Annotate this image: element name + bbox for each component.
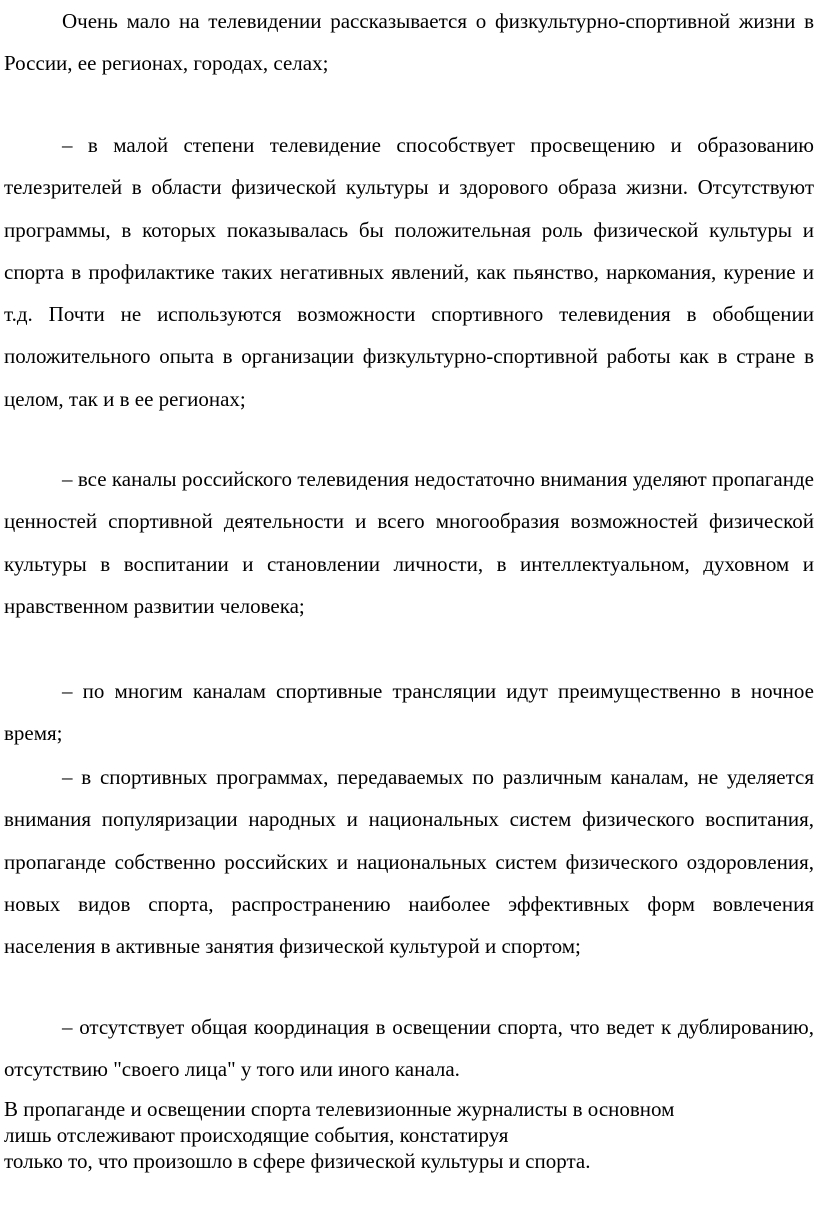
closing-paragraph — [4, 1096, 804, 1174]
closing-line: только то, что произошло в сфере физической культуры и спорта. — [4, 1149, 591, 1173]
paragraph-night-broadcasts: – по многим каналам спортивные трансляции идут преимущественно в ночное время; — [4, 679, 814, 746]
closing-line: лишь отслеживают происходящие события, констатируя — [4, 1123, 509, 1147]
paragraph-coordination: – отсутствует общая координация в освещении спорта, что ведет к дублированию, отсутствию "своего лица" у того или иного канала. — [4, 1015, 814, 1082]
paragraph-education: – в малой степени телевидение способствует просвещению и образованию телезрителей в области физической культуры и здорового образа жизни. Отсутствуют программы, в которых показывалась бы положительная роль физической культуры и спорта в профилактике таких негативных явлений, как пьянство, наркомания, курение и т.д. Почти не используются возможности спортивного телевидения в обобщении положительного опыта в организации физкультурно-спортивной работы как в стране в целом, так и в ее регионах; — [4, 133, 814, 411]
closing-line: В пропаганде и освещении спорта телевизионные журналисты в основном — [4, 1097, 675, 1121]
paragraph-national-systems: – в спортивных программах, передаваемых по различным каналам, не уделяется внимания популяризации народных и национальных систем физического воспитания, пропаганде собственно российских и национальных систем физического оздоровления, новых видов спорта, распространению наиболее эффективных форм вовлечения населения в активные занятия физической культурой и спортом; — [4, 765, 814, 959]
paragraph-intro: Очень мало на телевидении рассказывается о физкультурно-спортивной жизни в России, ее регионах, городах, селах; — [4, 9, 814, 76]
paragraph-channels: – все каналы российского телевидения недостаточно внимания уделяют пропаганде ценностей спортивной деятельности и всего многообразия возможностей физической культуры в воспитании и становлении личности, в интеллектуальном, духовном и нравственном развитии человека; — [4, 467, 814, 618]
